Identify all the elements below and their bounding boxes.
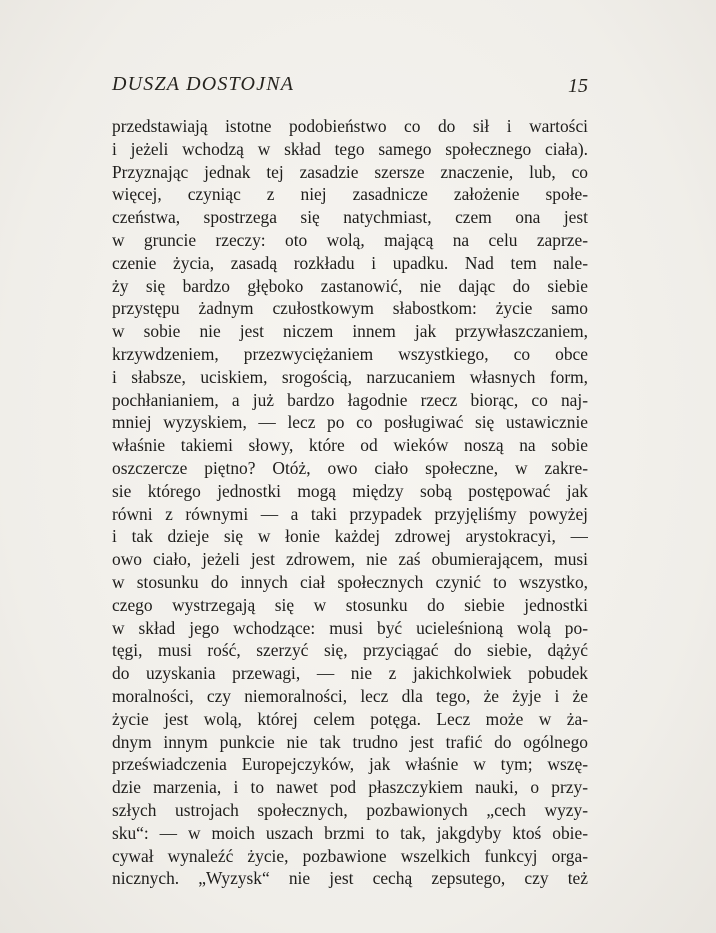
text-line: nicznych. „Wyzysk“ nie jest cechą zepsutego, czy też [112, 868, 588, 889]
text-line: dzie marzenia, i to nawet pod płaszczykiem nauki, o przy- [112, 777, 588, 798]
text-line: więcej, czyniąc z niej zasadnicze założenie społe- [112, 184, 588, 205]
text-line: owo ciało, jeżeli jest zdrowem, nie zaś obumierającem, musi [112, 549, 588, 570]
text-line: w sobie nie jest niczem innem jak przywłaszczaniem, [112, 321, 588, 342]
text-line: moralności, czy niemoralności, lecz dla tego, że żyje i że [112, 685, 588, 706]
text-line: w stosunku do innych ciał społecznych czynić to wszystko, [112, 571, 588, 592]
text-line: ży się bardzo głęboko zastanowić, nie dając do siebie [112, 275, 588, 296]
text-line: w skład jego wchodzące: musi być ucieleśnioną wolą po- [112, 617, 588, 638]
text-line: i jeżeli wchodzą w skład tego samego społecznego ciała). [112, 138, 588, 159]
text-line: życie jest wolą, której celem potęga. Lecz może w ża- [112, 708, 588, 729]
text-line: i słabsze, uciskiem, srogością, narzucaniem własnych form, [112, 366, 588, 387]
text-line: mniej wyzyskiem, — lecz po co posługiwać się ustawicznie [112, 412, 588, 433]
text-line: cywał wynaleźć życie, pozbawione wszelkich funkcyj orga- [112, 845, 588, 866]
text-line: przeświadczenia Europejczyków, jak właśnie w tym; wszę- [112, 754, 588, 775]
text-line: do uzyskania przewagi, — nie z jakichkolwiek pobudek [112, 663, 588, 684]
text-line: sie którego jednostki mogą między sobą postępować jak [112, 480, 588, 501]
text-line: dnym innym punkcie nie tak trudno jest trafić do ogólnego [112, 731, 588, 752]
text-line: pochłanianiem, a już bardzo łagodnie rzecz biorąc, co naj- [112, 389, 588, 410]
text-line: przedstawiają istotne podobieństwo co do sił i wartości [112, 116, 588, 136]
text-line: czeństwa, spostrzega się natychmiast, czem ona jest [112, 207, 588, 228]
text-line: czego wystrzegają się w stosunku do siebie jednostki [112, 594, 588, 615]
text-line: tęgi, musi rość, szerzyć się, przyciągać do siebie, dążyć [112, 640, 588, 661]
text-line: przystępu żadnym czułostkowym słabostkom: życie samo [112, 298, 588, 319]
text-line: Przyznając jednak tej zasadzie szersze znaczenie, lub, co [112, 161, 588, 182]
text-line: właśnie takiemi słowy, które od wieków noszą na sobie [112, 435, 588, 456]
text-line: krzywdzeniem, przezwyciężaniem wszystkiego, co obce [112, 343, 588, 364]
text-line: sku“: — w moich uszach brzmi to tak, jakgdyby ktoś obie- [112, 822, 588, 843]
text-line: równi z równymi — a taki przypadek przyjęliśmy powyżej [112, 503, 588, 524]
text-line: w gruncie rzeczy: oto wolą, mającą na celu zaprze- [112, 229, 588, 250]
text-line: i tak dzieje się w łonie każdej zdrowej arystokracyi, — [112, 526, 588, 547]
body-text [112, 115, 588, 890]
running-head-title: DUSZA DOSTOJNA [112, 73, 295, 95]
running-head [112, 73, 588, 103]
text-line: szłych ustrojach społecznych, pozbawionych „cech wyzy- [112, 799, 588, 820]
page-number: 15 [568, 75, 588, 97]
text-line: oszczercze piętno? Otóż, owo ciało społeczne, w zakre- [112, 457, 588, 478]
text-line: czenie życia, zasadą rozkładu i upadku. Nad tem nale- [112, 252, 588, 273]
